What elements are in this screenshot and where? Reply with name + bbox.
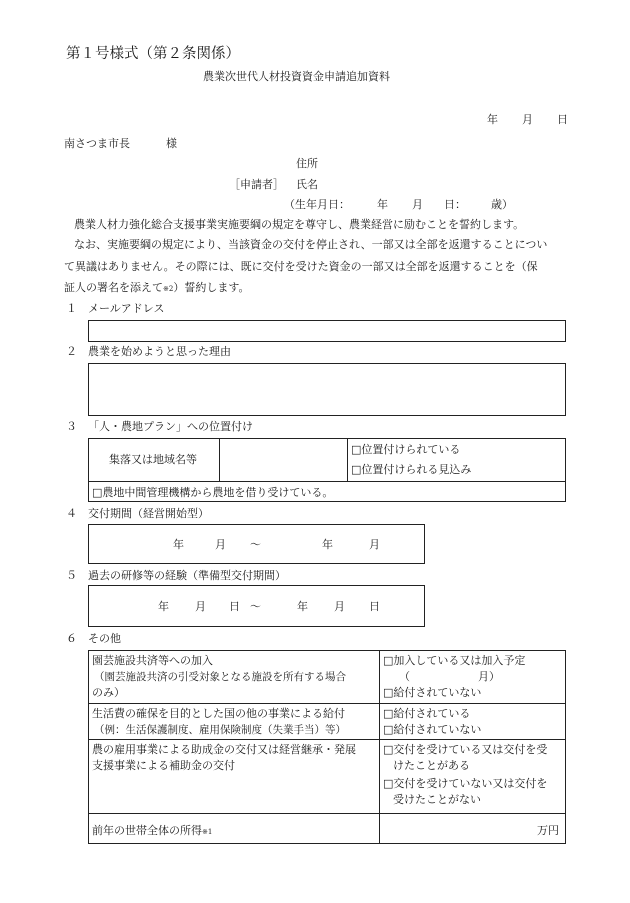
section4-title: 交付期間（経営開始型） xyxy=(88,507,209,520)
living-support-option-not-paid[interactable]: □給付されていない xyxy=(383,723,482,736)
training-end-day: 日 xyxy=(369,600,380,613)
section4-number: ４ xyxy=(66,507,77,520)
date-day-label: 日 xyxy=(557,113,568,126)
birth-month-label: 月 xyxy=(412,198,423,211)
applicant-role-label: ［申請者］ xyxy=(229,178,284,191)
date-year-label: 年 xyxy=(487,113,498,126)
insurance-option-open-paren: （ xyxy=(399,670,410,683)
plan-table-divider xyxy=(88,481,566,482)
household-income-label xyxy=(92,824,212,839)
land-lease-checkbox[interactable]: □農地中間管理機構から農地を借り受けている。 xyxy=(92,486,334,499)
other-table-row-divider-2 xyxy=(88,739,566,740)
pledge-note-marker: ※2 xyxy=(163,285,174,293)
training-start-year: 年 xyxy=(158,600,169,613)
training-end-year: 年 xyxy=(297,600,308,613)
training-start-day: 日 xyxy=(229,600,240,613)
address-label: 住所 xyxy=(296,157,318,170)
document-title: 農業次世代人材投資資金申請追加資料 xyxy=(203,70,390,83)
grant-period-tilde: ～ xyxy=(250,538,261,551)
living-support-label-line-1: 生活費の確保を目的とした国の他の事業による給付 xyxy=(92,707,345,720)
grant-end-year: 年 xyxy=(322,538,333,551)
date-month-label: 月 xyxy=(522,113,533,126)
grant-start-year: 年 xyxy=(173,538,184,551)
section2-title: 農業を始めようと思った理由 xyxy=(88,345,231,358)
training-start-month: 月 xyxy=(195,600,206,613)
section2-number: ２ xyxy=(66,345,77,358)
section1-title: メールアドレス xyxy=(88,302,165,315)
employment-subsidy-option-not-received-cont: 受けたことがない xyxy=(393,793,481,806)
training-period-tilde: ～ xyxy=(250,600,261,613)
section3-number: ３ xyxy=(66,420,77,433)
pledge-line-4 xyxy=(64,281,249,296)
section6-number: ６ xyxy=(66,632,77,645)
grant-end-month: 月 xyxy=(369,538,380,551)
insurance-option-joined[interactable]: □加入している又は加入予定 xyxy=(383,654,526,667)
pledge-line-2: なお、実施要綱の規定により、当該資金の交付を停止され、一部又は全部を返還することについ xyxy=(74,238,548,251)
addressee-name: 南さつま市長 xyxy=(64,137,130,150)
household-income-label-text: 前年の世帯全体の所得 xyxy=(92,824,202,837)
plan-option-expected[interactable]: □位置付けられる見込み xyxy=(351,463,472,476)
birth-year-label: 年 xyxy=(377,198,388,211)
email-field[interactable] xyxy=(88,320,566,342)
pledge-line-4-text: 証人の署名を添えて xyxy=(64,281,163,294)
section6-title: その他 xyxy=(88,632,121,645)
insurance-label-line-2: （園芸施設共済の引受対象となる施設を所有する場合 xyxy=(94,671,346,683)
pledge-line-3: て異議はありません。その際には、既に交付を受けた資金の一部又は全部を返還することを（保 xyxy=(64,260,538,273)
addressee-honorific: 様 xyxy=(166,137,177,150)
area-name-field[interactable] xyxy=(220,439,347,481)
area-name-label: 集落又は地域名等 xyxy=(109,453,197,466)
employment-subsidy-option-received[interactable]: □交付を受けている又は交付を受 xyxy=(383,743,548,756)
training-end-month: 月 xyxy=(334,600,345,613)
insurance-option-month: 月） xyxy=(478,670,500,683)
other-table-row-divider-1 xyxy=(88,703,566,704)
age-label: 歳） xyxy=(491,198,513,211)
form-number: 第１号様式（第２条関係） xyxy=(66,46,240,62)
pledge-line-4-end: ）誓約します。 xyxy=(173,281,250,294)
pledge-line-1: 農業人材力強化総合支援事業実施要綱の規定を尊守し、農業経営に励むことを誓約します。 xyxy=(74,218,525,231)
grant-start-month: 月 xyxy=(215,538,226,551)
household-income-note-marker: ※1 xyxy=(202,828,213,836)
section5-number: ５ xyxy=(66,569,77,582)
birth-day-label: 日： xyxy=(444,198,466,211)
section5-title: 過去の研修等の経験（準備型交付期間） xyxy=(88,569,286,582)
plan-table-col-divider-2 xyxy=(347,438,348,481)
employment-subsidy-option-not-received[interactable]: □交付を受けていない又は交付を xyxy=(383,777,548,790)
employment-subsidy-label-line-2: 支援事業による補助金の交付 xyxy=(92,759,235,772)
name-label: 氏名 xyxy=(296,178,318,191)
household-income-unit: 万円 xyxy=(537,824,559,837)
plan-option-positioned[interactable]: □位置付けられている xyxy=(351,443,461,456)
living-support-option-paid[interactable]: □給付されている xyxy=(383,707,471,720)
employment-subsidy-label-line-1: 農の雇用事業による助成金の交付又は経営継承・発展 xyxy=(92,743,356,756)
employment-subsidy-option-received-cont: けたことがある xyxy=(393,759,470,772)
birthdate-label: （生年月日： xyxy=(284,198,350,211)
insurance-label-line-1: 園芸施設共済等への加入 xyxy=(92,654,213,667)
section1-number: １ xyxy=(66,302,77,315)
insurance-option-not-paid[interactable]: □給付されていない xyxy=(383,686,482,699)
section3-title: 「人・農地プラン」への位置付け xyxy=(88,420,253,433)
living-support-label-line-2: （例：生活保護制度、雇用保険制度（失業手当）等） xyxy=(94,724,346,736)
reason-field[interactable] xyxy=(88,363,566,416)
insurance-label-line-3: のみ） xyxy=(92,686,125,699)
